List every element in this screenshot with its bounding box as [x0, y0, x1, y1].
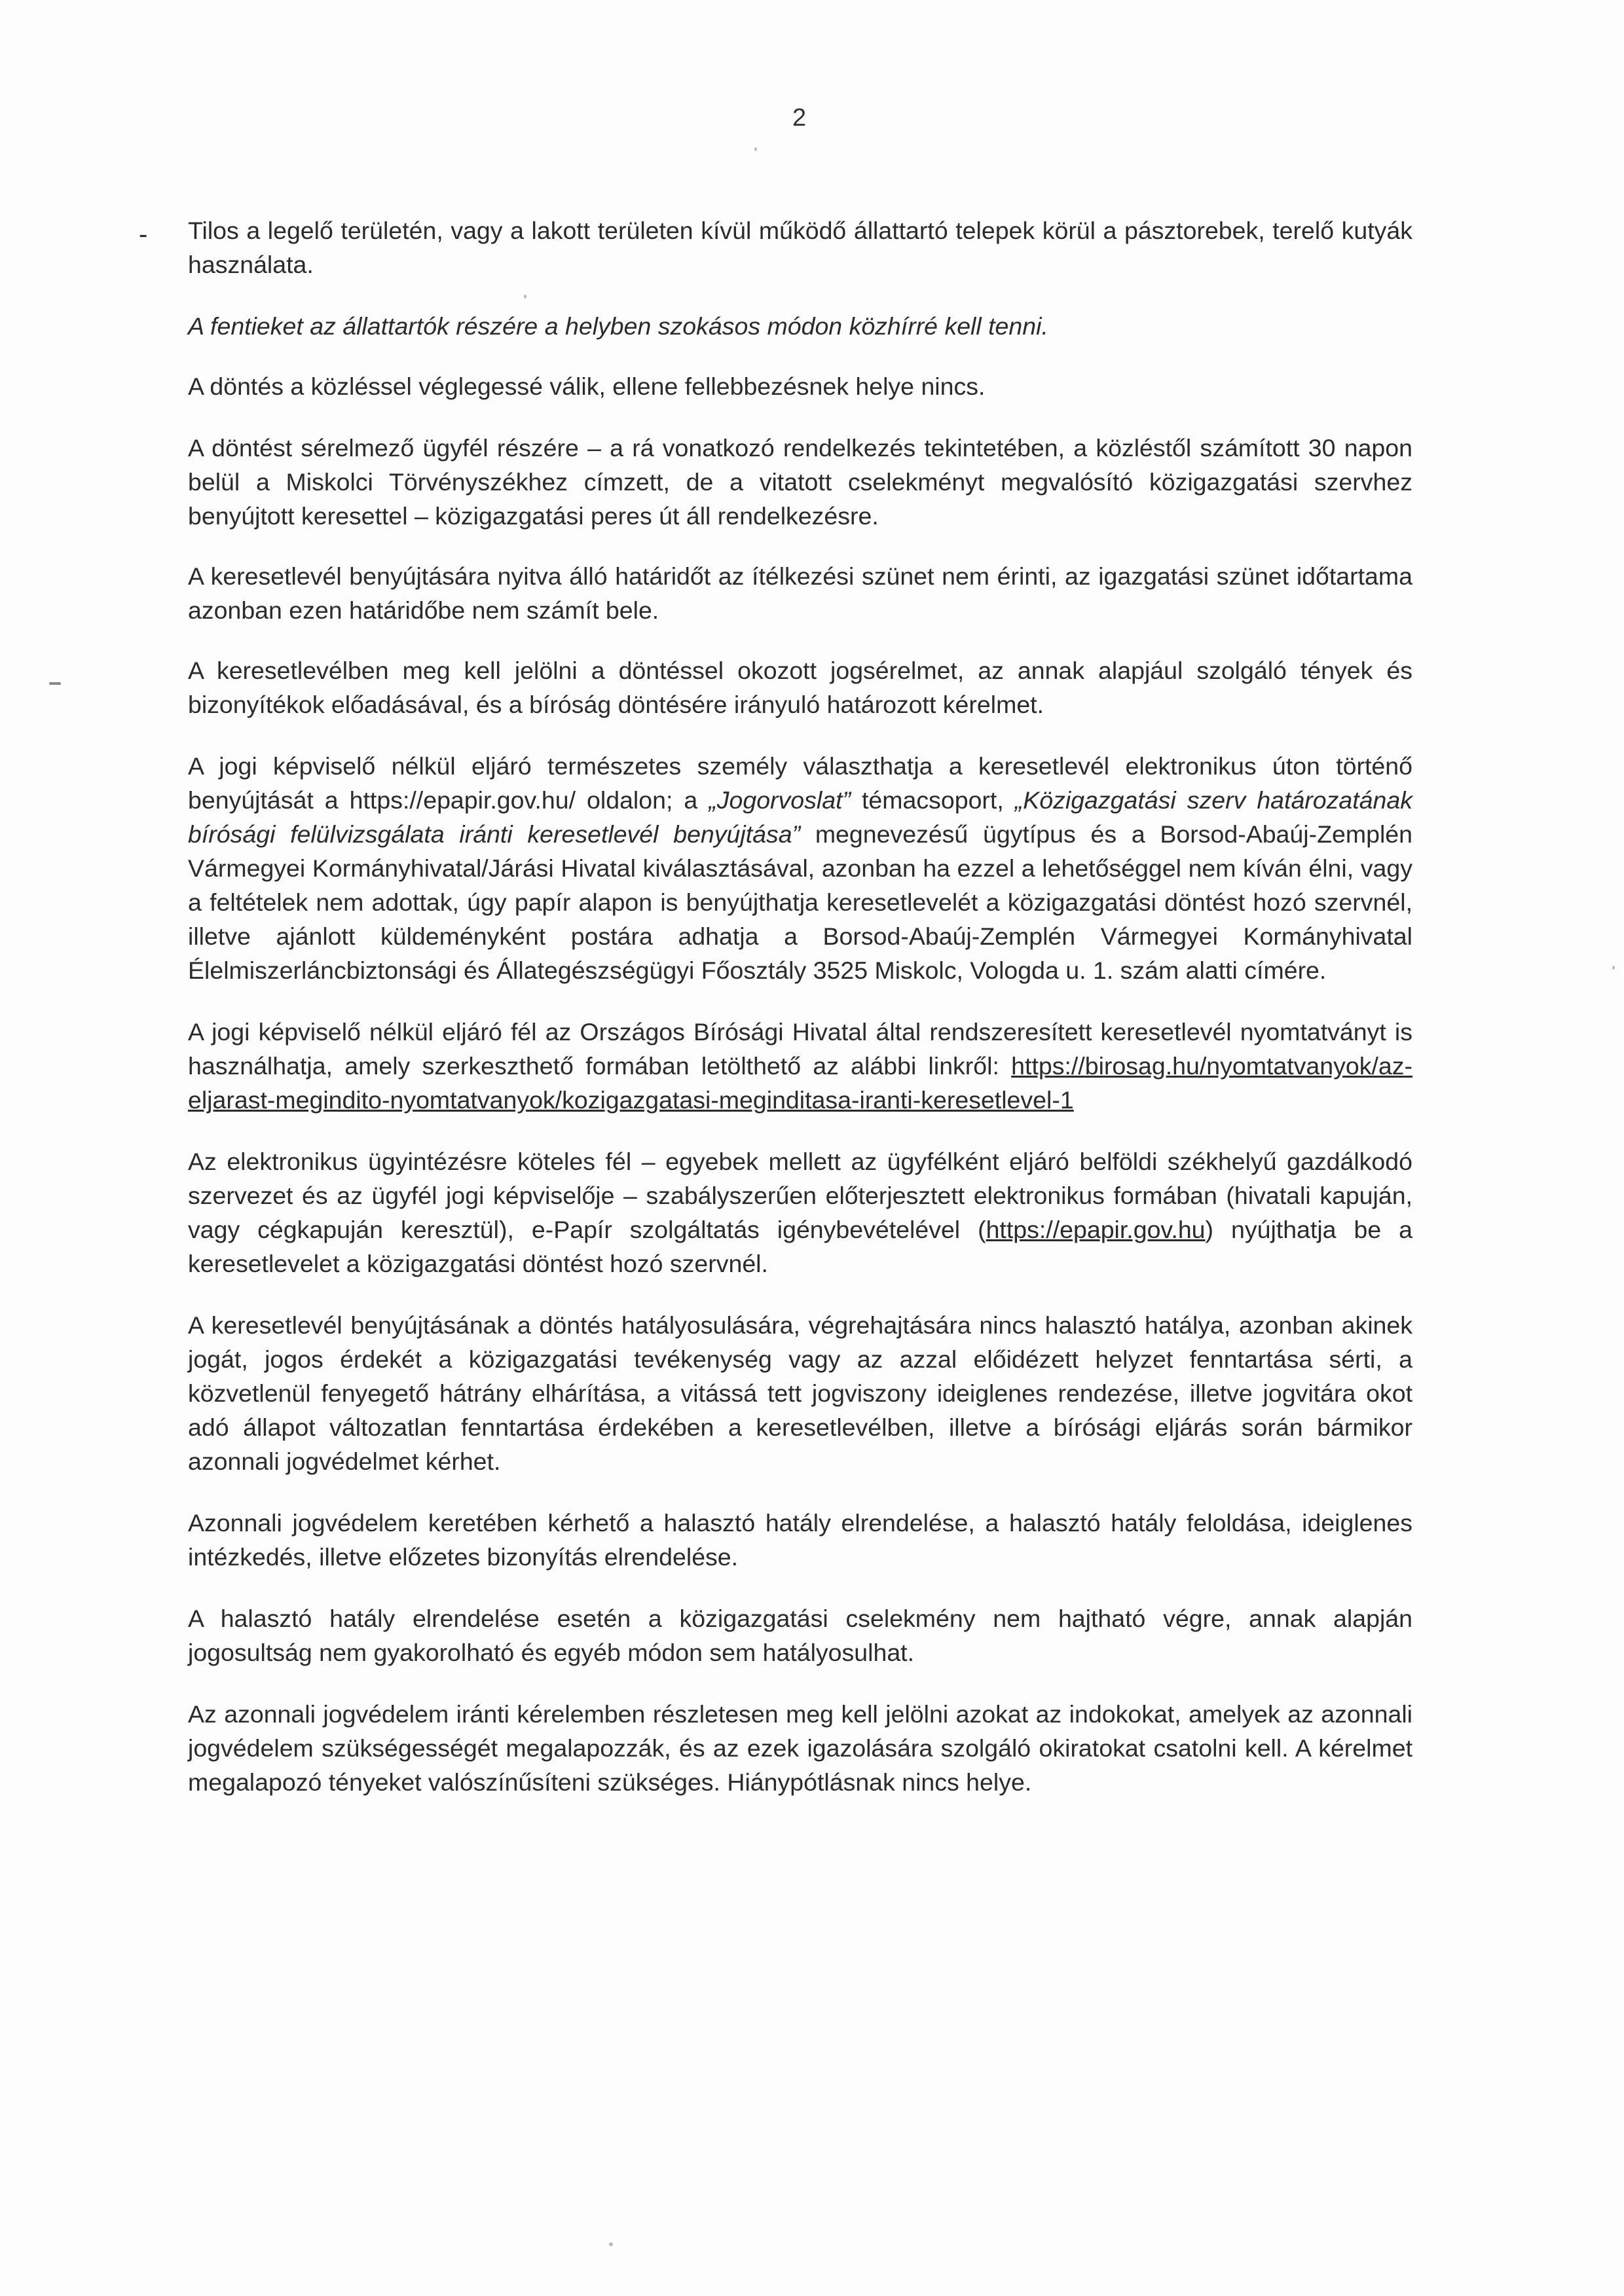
- paragraph-finality: A döntés a közléssel véglegessé válik, ellene fellebbezésnek helye nincs.: [188, 373, 986, 400]
- scan-speck: [1612, 966, 1615, 970]
- paragraph-suspension-effect: A halasztó hatály elrendelése esetén a közigazgatási cselekmény nem hajtható végre, annak alapján jogosultság nem gyakorolható és egyéb módon sem hatályosulhat.: [188, 1605, 1412, 1666]
- paragraph-interim-relief: Azonnali jogvédelem keretében kérhető a halasztó hatály elrendelése, a halasztó hatály feloldása, ideiglenes intézkedés, illetve előzetes bizonyítás elrendelése.: [188, 1509, 1412, 1571]
- epapir-text-3: megnevezésű ügytípus és a Borsod-Abaúj-Zemplén Vármegyei Kormányhivatal/Járási Hivatal kiválasztásával, azonban ha ezzel a lehetőséggel nem kíván élni, vagy a feltételek nem adottak, úgy papír alapon is benyújthatja keresetlevelét a közigazgatási döntést hozó szervnél, illetve ajánlott küldeményként postára adhatja a Borsod-Abaúj-Zemplén Vármegyei Kormányhivatal Élelmiszerláncbiztonsági és Állategészségügyi Főosztály 3525 Miskolc, Vologda u. 1. szám alatti címére.: [188, 820, 1412, 984]
- epapir-topic: „Jogorvoslat”: [709, 786, 851, 814]
- electronic-text-2: ) nyújthatja be a keresetlevelet a közigazgatási döntést hozó szervnél.: [188, 1216, 1412, 1277]
- epapir-text-2: témacsoport,: [851, 786, 1015, 814]
- electronic-text-1: Az elektronikus ügyintézésre köteles fél – egyebek mellett az ügyfélként eljáró belföldi székhelyű gazdálkodó szervezet és az ügyfél jogi képviselője – szabályszerűen előterjesztett elektronikus formában (hivatali kapuján, vagy cégkapuján keresztül), e-Papír szolgáltatás igénybevételével (: [188, 1148, 1412, 1243]
- bullet-dash: -: [139, 220, 148, 249]
- paragraph-claim-content: A keresetlevélben meg kell jelölni a döntéssel okozott jogsérelmet, az annak alapjául szolgáló tények és bizonyítékok előadásával, és a bíróság döntésére irányuló határozott kérelmet.: [188, 657, 1412, 718]
- scan-speck: [754, 147, 757, 151]
- paragraph-epapir-submission: [188, 749, 1412, 987]
- page-number: 2: [792, 104, 807, 132]
- paragraph-ban: Tilos a legelő területén, vagy a lakott területen kívül működő állattartó telepek körül a pásztorebek, terelő kutyák használata.: [188, 217, 1412, 278]
- form-text: A jogi képviselő nélkül eljáró fél az Országos Bírósági Hivatal által rendszeresített keresetlevél nyomtatványt is használhatja, amely szerkeszthető formában letölthető az alábbi linkről:: [188, 1018, 1412, 1080]
- scan-speck: [524, 295, 526, 299]
- paragraph-deadline: A keresetlevél benyújtására nyitva álló határidőt az ítélkezési szünet nem érinti, az igazgatási szünet időtartama azonban ezen határidőbe nem számít bele.: [188, 562, 1412, 624]
- scan-mark: [49, 682, 61, 685]
- paragraph-relief-request: Az azonnali jogvédelem iránti kérelemben részletesen meg kell jelölni azokat az indokokat, amelyek az azonnali jogvédelem szükségességét megalapozzák, és az ezek igazolására szolgáló okiratokat csatolni kell. A kérelmet megalapozó tényeket valószínűsíteni szükséges. Hiánypótlásnak nincs helye.: [188, 1700, 1412, 1796]
- paragraph-legal-remedy: A döntést sérelmező ügyfél részére – a rá vonatkozó rendelkezés tekintetében, a közléstől számított 30 napon belül a Miskolci Törvényszékhez címzett, de a vitatott cselekményt megvalósító közigazgatási szervhez benyújtott keresettel – közigazgatási peres út áll rendelkezésre.: [188, 434, 1412, 530]
- paragraph-form: [188, 1015, 1412, 1117]
- scan-speck: [609, 2242, 613, 2246]
- paragraph-electronic-filing: [188, 1144, 1412, 1281]
- form-download-link[interactable]: https://birosag.hu/nyomtatvanyok/az-eljarast-megindito-nyomtatvanyok/kozigazgatasi-meginditasa-iranti-keresetlevel-1: [188, 1052, 1412, 1114]
- epapir-text-1: A jogi képviselő nélkül eljáró természetes személy választhatja a keresetlevél elektronikus úton történő benyújtását a https://epapir.gov.hu/ oldalon; a: [188, 752, 1412, 814]
- paragraph-public-notice: A fentieket az állattartók részére a helyben szokásos módon közhírré kell tenni.: [188, 312, 1048, 340]
- epapir-case-type: „Közigazgatási szerv határozatának bírósági felülvizsgálata iránti keresetlevél benyújtása”: [188, 786, 1412, 848]
- paragraph-suspensive-effect: A keresetlevél benyújtásának a döntés hatályosulására, végrehajtására nincs halasztó hatálya, azonban akinek jogát, jogos érdekét a közigazgatási tevékenység vagy az azzal előidézett helyzet fenntartása sérti, a közvetlenül fenyegető hátrány elhárítása, a vitássá tett jogviszony ideiglenes rendezése, illetve jogvitára okot adó állapot változatlan fenntartása érdekében a keresetlevélben, illetve a bírósági eljárás során bármikor azonnali jogvédelmet kérhet.: [188, 1311, 1412, 1475]
- epapir-link[interactable]: https://epapir.gov.hu: [986, 1216, 1206, 1243]
- document-body: [188, 213, 1412, 1799]
